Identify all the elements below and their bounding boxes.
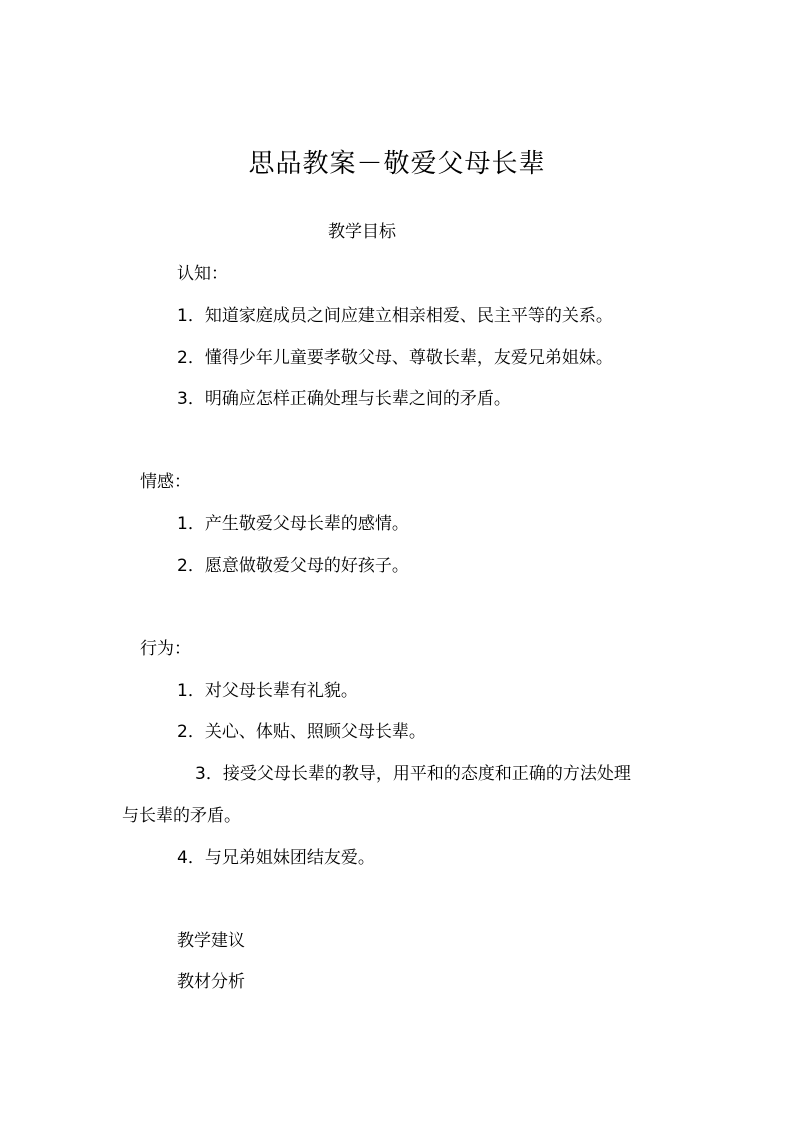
emotion-item-2: 2．愿意做敬爱父母的好孩子。 — [177, 556, 409, 576]
behavior-item-3: 3．接受父母长辈的教导，用平和的态度和正确的方法处理 — [195, 764, 631, 784]
cognitive-item-3: 3．明确应怎样正确处理与长辈之间的矛盾。 — [177, 389, 511, 409]
heading-material-analysis: 教材分析 — [177, 972, 245, 992]
behavior-item-4: 4．与兄弟姐妹团结友爱。 — [177, 848, 375, 868]
behavior-item-2: 2．关心、体贴、照顾父母长辈。 — [177, 722, 426, 742]
cognitive-item-2: 2．懂得少年儿童要孝敬父母、尊敬长辈，友爱兄弟姐妹。 — [177, 348, 613, 368]
section-label-emotion: 情感： — [140, 472, 191, 492]
section-label-cognitive: 认知： — [177, 264, 228, 284]
document-title: 思品教案－敬爱父母长辈 — [248, 149, 546, 179]
section-label-behavior: 行为： — [140, 639, 191, 659]
behavior-item-1: 1．对父母长辈有礼貌。 — [177, 681, 358, 701]
emotion-item-1: 1．产生敬爱父母长辈的感情。 — [177, 514, 409, 534]
behavior-item-3-continued: 与长辈的矛盾。 — [122, 806, 241, 826]
heading-teaching-goals: 教学目标 — [328, 222, 396, 242]
heading-teaching-suggestions: 教学建议 — [177, 931, 245, 951]
cognitive-item-1: 1．知道家庭成员之间应建立相亲相爱、民主平等的关系。 — [177, 306, 613, 326]
